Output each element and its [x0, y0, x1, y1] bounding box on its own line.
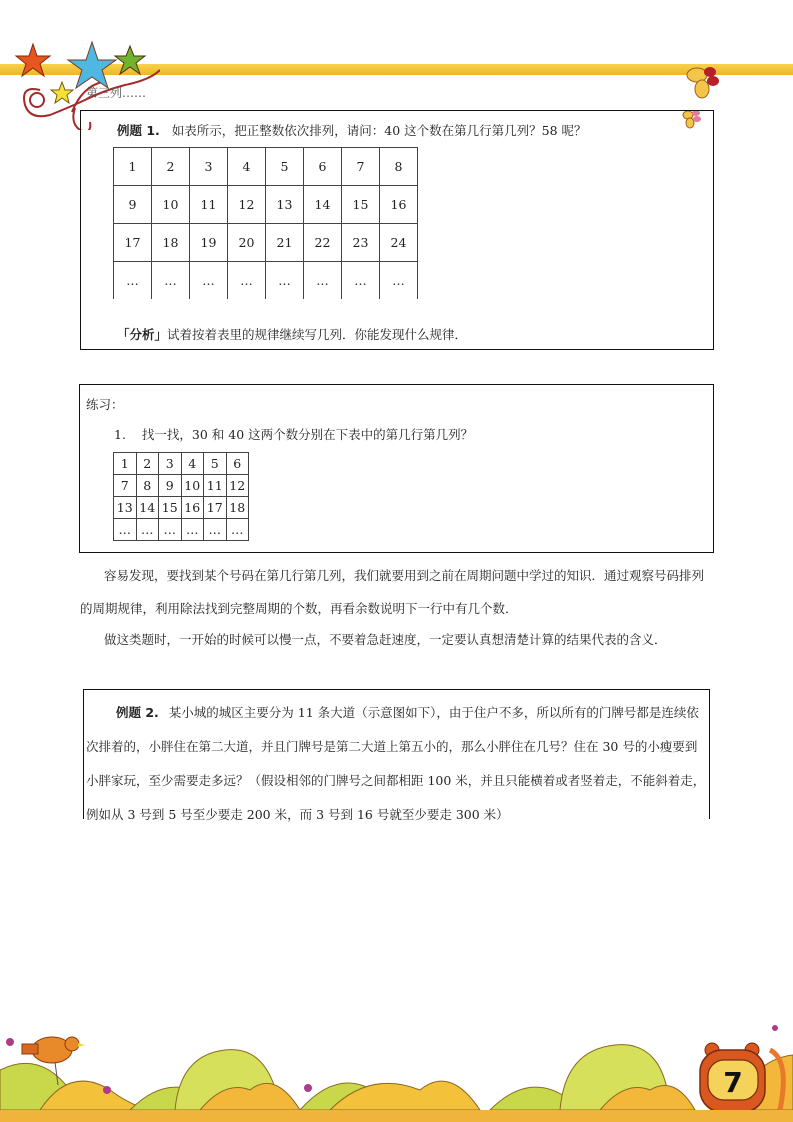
table-cell: …	[152, 262, 190, 300]
table-cell: 2	[136, 453, 159, 475]
table-cell: …	[114, 519, 137, 541]
example2-label: 例题 2.	[116, 705, 159, 720]
table-cell: 22	[304, 224, 342, 262]
table-cell: 10	[152, 186, 190, 224]
example1-question-line	[117, 121, 587, 139]
table-cell: 7	[342, 148, 380, 186]
example1-box	[80, 110, 714, 350]
table-cell: 20	[228, 224, 266, 262]
practice-number-table	[113, 452, 249, 541]
table-cell: …	[342, 262, 380, 300]
table-row	[114, 453, 249, 475]
running-header: 第三列……	[86, 86, 147, 100]
table-row	[114, 262, 418, 300]
table-cell: 15	[342, 186, 380, 224]
table-cell: …	[181, 519, 204, 541]
table-row	[114, 475, 249, 497]
table-cell: 7	[114, 475, 137, 497]
table-cell: 16	[181, 497, 204, 519]
table-row	[114, 224, 418, 262]
table-cell: 24	[380, 224, 418, 262]
table-row	[114, 519, 249, 541]
table-cell: 1	[114, 453, 137, 475]
table-cell: 1	[114, 148, 152, 186]
table-cell: 18	[226, 497, 249, 519]
table-cell: 5	[266, 148, 304, 186]
table-cell: 6	[304, 148, 342, 186]
table-cell: 12	[226, 475, 249, 497]
table-cell: 11	[190, 186, 228, 224]
waves-decoration	[0, 1045, 793, 1110]
table-cell: …	[159, 519, 182, 541]
table-cell: 17	[204, 497, 227, 519]
table-row	[114, 186, 418, 224]
example1-number-table	[113, 147, 418, 299]
table-cell: 3	[159, 453, 182, 475]
table-cell: …	[266, 262, 304, 300]
table-cell: …	[304, 262, 342, 300]
practice-item-text: 找一找，30 和 40 这两个数分别在下表中的第几行第几列？	[141, 427, 474, 442]
practice-box	[79, 384, 714, 553]
table-cell: …	[380, 262, 418, 300]
table-cell: 14	[304, 186, 342, 224]
example1-question: 如表所示，把正整数依次排列，请问：40 这个数在第几行第几列？58 呢？	[171, 123, 587, 138]
table-cell: 8	[136, 475, 159, 497]
table-row	[114, 497, 249, 519]
practice-title: 练习：	[86, 397, 124, 412]
body-paragraph-1: 容易发现，要找到某个号码在第几行第几列，我们就要用到之前在周期问题中学过的知识．通过观察号码排列的周期规律，利用除法找到完整周期的个数，再看余数说明下一行中有几个数．	[80, 568, 705, 616]
table-cell: 6	[226, 453, 249, 475]
table-cell: 13	[266, 186, 304, 224]
example1-label: 例题 1.	[117, 123, 160, 138]
table-cell: 21	[266, 224, 304, 262]
table-cell: 15	[159, 497, 182, 519]
table-cell: 4	[181, 453, 204, 475]
table-cell: 5	[204, 453, 227, 475]
yellow-star-icon	[51, 82, 73, 103]
table-cell: 12	[228, 186, 266, 224]
table-cell: 14	[136, 497, 159, 519]
example2-text-block	[86, 696, 708, 832]
table-cell: 11	[204, 475, 227, 497]
table-row	[114, 148, 418, 186]
table-cell: 13	[114, 497, 137, 519]
table-cell: 16	[380, 186, 418, 224]
table-cell: 18	[152, 224, 190, 262]
table-cell: 9	[114, 186, 152, 224]
page-number: 7	[723, 1066, 743, 1099]
example2-box	[83, 689, 710, 822]
table-cell: 2	[152, 148, 190, 186]
table-cell: 9	[159, 475, 182, 497]
table-cell: …	[136, 519, 159, 541]
table-cell: …	[228, 262, 266, 300]
table-cell: 19	[190, 224, 228, 262]
analysis-text: 试着按着表里的规律继续写几列．你能发现什么规律．	[167, 327, 468, 342]
body-paragraph-2: 做这类题时，一开始的时候可以慢一点，不要着急赶速度，一定要认真想清楚计算的结果代表的含义．	[104, 632, 667, 647]
footer-decoration	[0, 1010, 793, 1122]
analysis-label: 「分析」	[117, 327, 168, 342]
table-cell: …	[190, 262, 228, 300]
table-cell: 17	[114, 224, 152, 262]
green-star-icon	[115, 46, 145, 74]
table-cell: …	[226, 519, 249, 541]
table-cell: 3	[190, 148, 228, 186]
table-cell: 23	[342, 224, 380, 262]
example1-analysis	[117, 325, 467, 343]
butterfly-icon	[687, 67, 719, 98]
practice-item-number: 1.	[114, 427, 126, 442]
footer-bar	[0, 1110, 793, 1122]
table-cell: 8	[380, 148, 418, 186]
example2-text: 某小城的城区主要分为 11 条大道（示意图如下），由于住户不多，所以所有的门牌号都是连续依次排着的，小胖住在第二大道，并且门牌号是第二大道上第五小的，那么小胖住在几号？住在 30 号的小瘦要到小胖家玩，至少需要走多远？（假设相邻的门牌号之间都相距 100 米，并且只能横着或者竖着走，不能斜着走，例如从 3 号到 5 号至少要走 200 米，而 3 号到 16 号就至少要走 300 米）	[86, 705, 706, 822]
table-cell: …	[114, 262, 152, 300]
practice-item	[114, 425, 473, 443]
table-cell: 4	[228, 148, 266, 186]
table-cell: …	[204, 519, 227, 541]
orange-star-icon	[16, 44, 50, 76]
blue-star-icon	[68, 42, 116, 88]
table-cell: 10	[181, 475, 204, 497]
